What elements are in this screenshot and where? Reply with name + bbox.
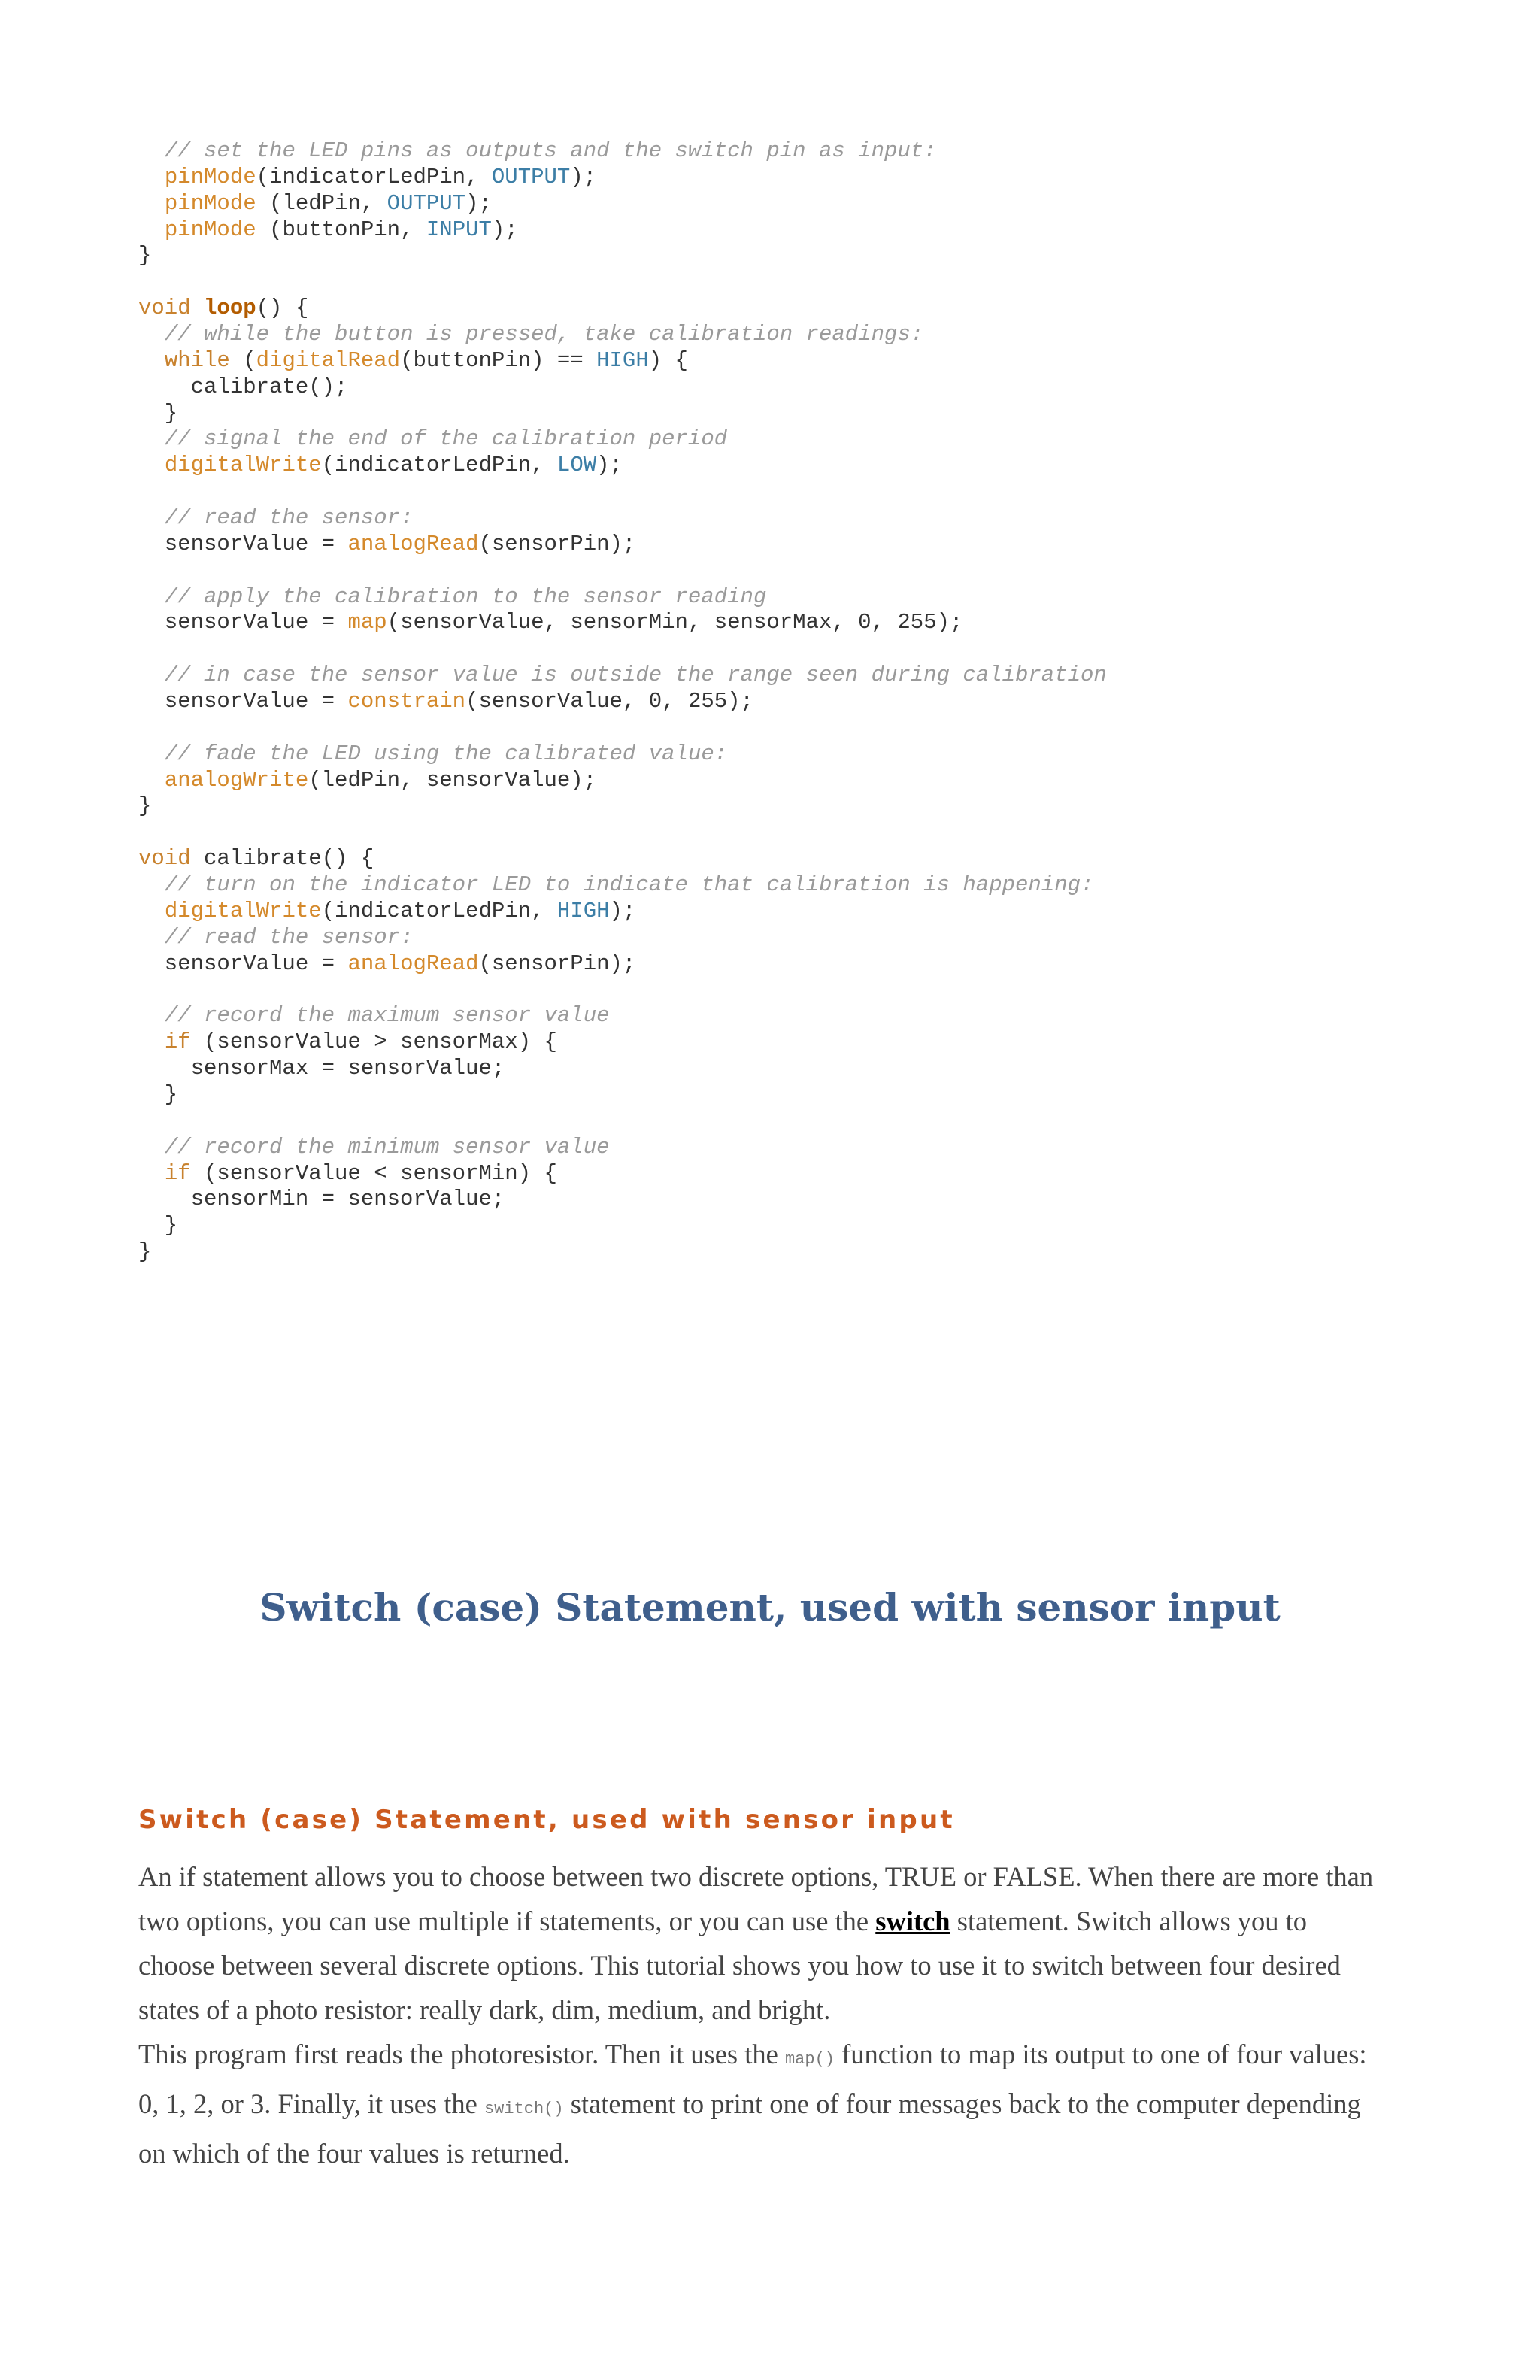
paragraph-intro-text-end: statement. Switch allows you to choose between several discrete options. This tutorial shows you how to use it to switch between four desired states of a photo resistor: really dark, dim, medium, and bright. (138, 1906, 1341, 2025)
code-line (138, 689, 1107, 715)
code-token: (ledPin, sensorValue); (308, 767, 597, 793)
code-line (138, 899, 1107, 925)
code-line (138, 793, 1107, 820)
paragraph-program-text: This program first reads the photoresistor. Then it uses the (138, 2039, 785, 2069)
paragraph-intro (138, 1854, 1387, 2032)
code-line (138, 401, 1107, 427)
code-token: digitalWrite (164, 453, 322, 478)
code-line (138, 636, 1107, 662)
code-token: // fade the LED using the calibrated value: (164, 741, 728, 766)
code-line (138, 269, 1107, 296)
code-line (138, 532, 1107, 558)
code-token: } (138, 243, 152, 268)
paragraph-intro-text: An if statement allows you to choose between two discrete options, TRUE or FALSE. When there are more than two options, you can use multiple if statements, or you can use the (138, 1861, 1374, 1936)
code-line (138, 1108, 1107, 1135)
code-token: analogRead (347, 950, 479, 976)
code-token (191, 296, 204, 320)
code-line (138, 1161, 1107, 1187)
code-line (138, 872, 1107, 899)
code-line (138, 348, 1107, 374)
code-line (138, 610, 1107, 636)
code-line (138, 584, 1107, 611)
code-token: } (138, 1213, 178, 1239)
code-token: // read the sensor: (164, 505, 414, 531)
code-token: (indicatorLedPin, (321, 453, 557, 478)
code-line (138, 322, 1107, 348)
code-token: analogWrite (164, 767, 309, 793)
code-token: void (138, 846, 191, 872)
code-token: calibrate(); (138, 374, 348, 399)
code-line (138, 1082, 1107, 1108)
code-token: loop (204, 296, 256, 321)
code-token: (sensorValue, 0, 255); (465, 689, 753, 714)
code-line (138, 558, 1107, 584)
code-token (138, 165, 165, 189)
code-token (138, 505, 165, 530)
code-token: constrain (347, 689, 466, 714)
code-line (138, 191, 1107, 217)
code-token: LOW (556, 453, 597, 478)
code-line (138, 426, 1107, 453)
code-line (138, 715, 1107, 741)
code-token: // in case the sensor value is outside the range seen during calibration (164, 662, 1107, 688)
code-token: map (347, 610, 387, 635)
code-token: // record the minimum sensor value (164, 1134, 610, 1160)
subsection-title: Switch (case) Statement, used with sensor input (138, 1805, 955, 1835)
code-line (138, 820, 1107, 846)
code-block (138, 138, 1107, 1266)
code-token (138, 899, 165, 923)
code-token: pinMode (164, 217, 256, 242)
code-token: if (164, 1160, 191, 1186)
code-token: digitalRead (256, 347, 401, 373)
inline-code-switch: switch() (484, 2100, 564, 2118)
code-token: // set the LED pins as outputs and the switch pin as input: (164, 138, 937, 163)
code-token: INPUT (426, 217, 492, 242)
paragraph-program-text-mid: function to map its output to one of four values: 0, 1, 2, or 3. Finally, it uses the (138, 2039, 1367, 2119)
code-token (138, 925, 165, 950)
code-line (138, 374, 1107, 401)
code-token (138, 348, 165, 373)
code-token: sensorMax = sensorValue; (138, 1056, 505, 1081)
code-line (138, 951, 1107, 978)
code-token: // turn on the indicator LED to indicate that calibration is happening: (164, 872, 1094, 898)
code-token: while (164, 347, 230, 373)
code-token: (sensorValue > sensorMax) { (190, 1029, 557, 1055)
code-line (138, 479, 1107, 505)
code-token: (ledPin, (256, 190, 387, 216)
section-title: Switch (case) Statement, used with sensor input (259, 1585, 1281, 1630)
code-line (138, 1239, 1107, 1266)
code-token: (indicatorLedPin, (256, 164, 492, 189)
code-token (138, 741, 165, 766)
code-token: OUTPUT (387, 190, 466, 216)
code-token: (sensorValue < sensorMin) { (190, 1160, 557, 1186)
code-line (138, 662, 1107, 689)
code-token: } (138, 1081, 178, 1107)
code-line (138, 505, 1107, 532)
code-token: (sensorPin); (478, 531, 636, 556)
code-token (138, 1003, 165, 1028)
code-token (138, 138, 165, 163)
code-token: ( (229, 347, 256, 373)
code-line (138, 846, 1107, 872)
code-token: if (164, 1029, 191, 1055)
code-token (138, 1029, 165, 1054)
code-token: () { (256, 296, 309, 321)
code-token (138, 1135, 165, 1160)
code-line (138, 1213, 1107, 1239)
code-token: (sensorPin); (478, 950, 636, 976)
code-line (138, 1187, 1107, 1213)
code-token: ); (596, 453, 623, 478)
code-line (138, 1056, 1107, 1082)
code-token: OUTPUT (491, 164, 571, 189)
code-line (138, 243, 1107, 269)
code-token: } (138, 1239, 152, 1265)
code-token: ) { (648, 347, 688, 373)
code-token: // while the button is pressed, take calibration readings: (164, 322, 924, 347)
code-token: (indicatorLedPin, (321, 898, 557, 923)
code-token (138, 191, 165, 216)
code-line (138, 925, 1107, 951)
switch-link[interactable]: switch (875, 1906, 950, 1936)
code-token (138, 1161, 165, 1186)
inline-code-map: map() (784, 2050, 835, 2069)
code-token (138, 426, 165, 451)
code-token (138, 322, 165, 347)
code-token: calibrate() { (190, 846, 374, 872)
code-token (138, 872, 165, 897)
code-token: sensorValue = (138, 950, 348, 976)
code-line (138, 768, 1107, 794)
code-token (138, 768, 165, 793)
code-line (138, 296, 1107, 322)
code-token: sensorValue = (138, 689, 348, 714)
code-line (138, 138, 1107, 165)
code-token: (buttonPin, (256, 217, 426, 242)
code-token: pinMode (164, 190, 256, 216)
code-token: HIGH (596, 347, 649, 373)
code-token (138, 662, 165, 687)
code-token: ); (609, 898, 636, 923)
code-token: // apply the calibration to the sensor reading (164, 584, 767, 609)
code-token: // signal the end of the calibration period (164, 426, 728, 452)
code-token: (sensorValue, sensorMin, sensorMax, 0, 255); (387, 610, 963, 635)
code-line (138, 741, 1107, 768)
code-token: ); (465, 190, 492, 216)
code-token: ); (491, 217, 518, 242)
body-text (138, 1854, 1387, 2175)
code-token (138, 453, 165, 478)
code-token: } (138, 400, 178, 426)
code-token: analogRead (347, 531, 479, 556)
code-token: sensorValue = (138, 531, 348, 556)
code-token: pinMode (164, 164, 256, 189)
code-line (138, 453, 1107, 479)
code-token: } (138, 793, 152, 819)
paragraph-program (138, 2032, 1387, 2175)
code-token (138, 217, 165, 242)
code-token: HIGH (556, 898, 610, 923)
code-line (138, 217, 1107, 244)
code-line (138, 1003, 1107, 1029)
code-token: void (138, 296, 191, 321)
code-token: // record the maximum sensor value (164, 1003, 610, 1029)
code-token: ); (570, 164, 597, 189)
code-token (138, 584, 165, 609)
code-line (138, 1135, 1107, 1161)
code-token: digitalWrite (164, 898, 322, 923)
code-token: (buttonPin) == (400, 347, 597, 373)
paragraph-program-text-end: statement to print one of four messages back to the computer depending on which of the four values is returned. (138, 2088, 1361, 2169)
code-line (138, 978, 1107, 1004)
code-token: // read the sensor: (164, 924, 414, 950)
code-line (138, 1029, 1107, 1056)
code-token: sensorMin = sensorValue; (138, 1187, 505, 1212)
code-line (138, 165, 1107, 191)
code-token: sensorValue = (138, 610, 348, 635)
